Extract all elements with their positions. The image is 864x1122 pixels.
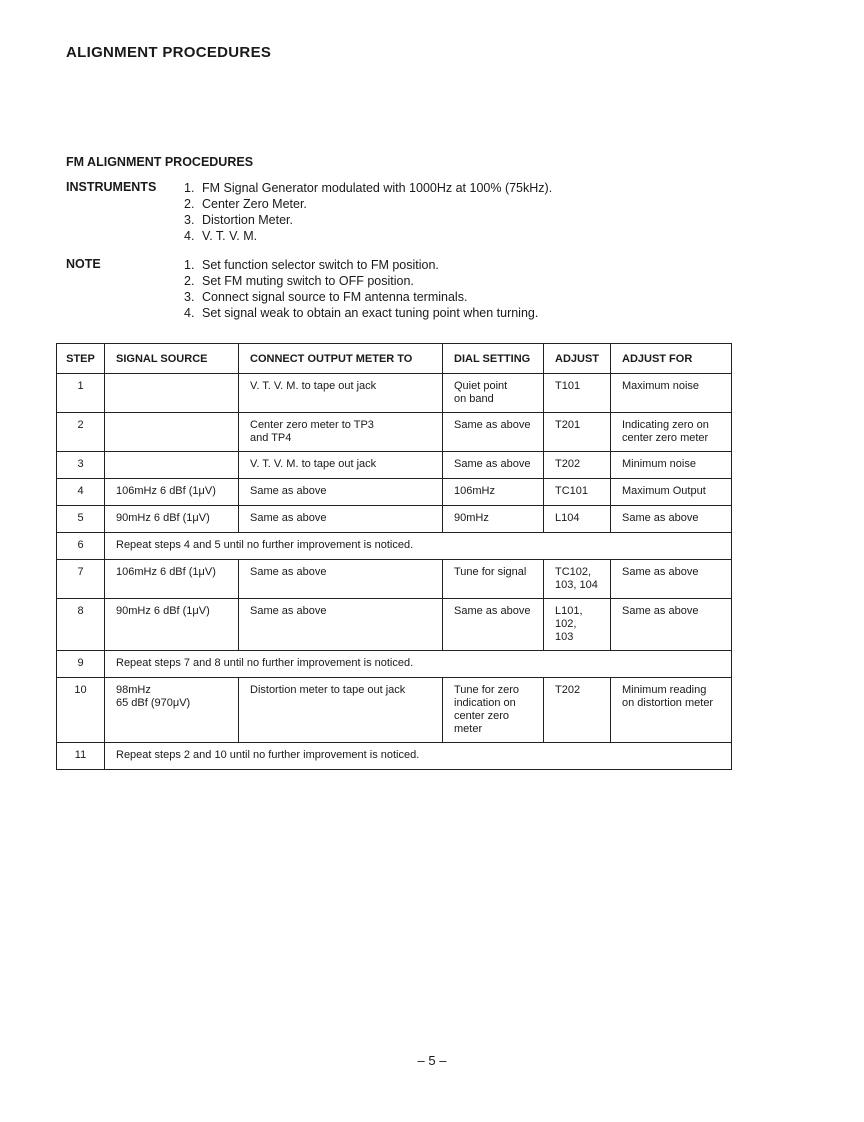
alignment-table [56,343,732,770]
dial-setting-cell: Same as above [443,452,544,479]
header-adjust: ADJUST [544,344,611,374]
adjust-for-cell: Same as above [611,599,732,651]
dial-setting-cell: Same as above [443,599,544,651]
dial-setting-cell: 90mHz [443,506,544,533]
table-row [57,413,732,452]
header-signal-source: SIGNAL SOURCE [105,344,239,374]
adjust-cell: L104 [544,506,611,533]
page-number: – 5 – [417,1053,447,1068]
connect-output-meter-cell: Center zero meter to TP3 and TP4 [239,413,443,452]
dial-setting-cell: Tune for signal [443,560,544,599]
list-item: 1. Set function selector switch to FM position. [184,258,439,272]
signal-source-cell: 90mHz 6 dBf (1μV) [105,506,239,533]
list-item: 2. Set FM muting switch to OFF position. [184,274,414,288]
adjust-cell: TC102, 103, 104 [544,560,611,599]
table-row [57,743,732,770]
adjust-for-cell: Indicating zero on center zero meter [611,413,732,452]
table-row [57,651,732,678]
step-cell: 8 [57,599,105,651]
list-item: 4. Set signal weak to obtain an exact tuning point when turning. [184,306,539,320]
signal-source-cell [105,452,239,479]
table-row [57,452,732,479]
signal-source-cell: 98mHz 65 dBf (970μV) [105,678,239,743]
step-cell: 9 [57,651,105,678]
section-title: FM ALIGNMENT PROCEDURES [66,155,254,169]
page-title: ALIGNMENT PROCEDURES [66,44,272,61]
table-header-row [57,344,732,374]
connect-output-meter-cell: V. T. V. M. to tape out jack [239,374,443,413]
step-cell: 3 [57,452,105,479]
dial-setting-cell: Quiet point on band [443,374,544,413]
list-item: 2. Center Zero Meter. [184,197,307,211]
adjust-for-cell: Same as above [611,560,732,599]
table-row [57,599,732,651]
connect-output-meter-cell: V. T. V. M. to tape out jack [239,452,443,479]
step-cell: 1 [57,374,105,413]
header-step: STEP [57,344,105,374]
note-label: NOTE [66,257,101,271]
table-row [57,560,732,599]
step-cell: 11 [57,743,105,770]
table-row [57,678,732,743]
header-connect-output-meter: CONNECT OUTPUT METER TO [239,344,443,374]
instruments-label: INSTRUMENTS [66,180,157,194]
adjust-for-cell: Maximum Output [611,479,732,506]
step-cell: 4 [57,479,105,506]
instruction-cell: Repeat steps 2 and 10 until no further improvement is noticed. [105,743,732,770]
list-item: 3. Connect signal source to FM antenna terminals. [184,290,468,304]
note-list [184,257,538,321]
adjust-cell: T202 [544,678,611,743]
connect-output-meter-cell: Same as above [239,506,443,533]
adjust-cell: T101 [544,374,611,413]
signal-source-cell: 106mHz 6 dBf (1μV) [105,560,239,599]
table-row [57,506,732,533]
instruction-cell: Repeat steps 4 and 5 until no further improvement is noticed. [105,533,732,560]
step-cell: 2 [57,413,105,452]
dial-setting-cell: 106mHz [443,479,544,506]
table-row [57,374,732,413]
dial-setting-cell: Tune for zero indication on center zero meter [443,678,544,743]
adjust-for-cell: Same as above [611,506,732,533]
adjust-cell: L101, 102, 103 [544,599,611,651]
adjust-cell: T202 [544,452,611,479]
instruments-list [184,180,552,244]
list-item: 3. Distortion Meter. [184,213,294,227]
signal-source-cell: 106mHz 6 dBf (1μV) [105,479,239,506]
table-row [57,479,732,506]
table-row [57,533,732,560]
adjust-cell: T201 [544,413,611,452]
list-item: 1. FM Signal Generator modulated with 1000Hz at 100% (75kHz). [184,181,553,195]
dial-setting-cell: Same as above [443,413,544,452]
step-cell: 6 [57,533,105,560]
adjust-cell: TC101 [544,479,611,506]
instruction-cell: Repeat steps 7 and 8 until no further improvement is noticed. [105,651,732,678]
signal-source-cell [105,413,239,452]
step-cell: 5 [57,506,105,533]
adjust-for-cell: Maximum noise [611,374,732,413]
header-adjust-for: ADJUST FOR [611,344,732,374]
adjust-for-cell: Minimum noise [611,452,732,479]
table-body [57,374,732,770]
signal-source-cell [105,374,239,413]
header-dial-setting: DIAL SETTING [443,344,544,374]
list-item: 4. V. T. V. M. [184,229,258,243]
step-cell: 10 [57,678,105,743]
connect-output-meter-cell: Distortion meter to tape out jack [239,678,443,743]
connect-output-meter-cell: Same as above [239,560,443,599]
step-cell: 7 [57,560,105,599]
connect-output-meter-cell: Same as above [239,479,443,506]
signal-source-cell: 90mHz 6 dBf (1μV) [105,599,239,651]
connect-output-meter-cell: Same as above [239,599,443,651]
adjust-for-cell: Minimum reading on distortion meter [611,678,732,743]
